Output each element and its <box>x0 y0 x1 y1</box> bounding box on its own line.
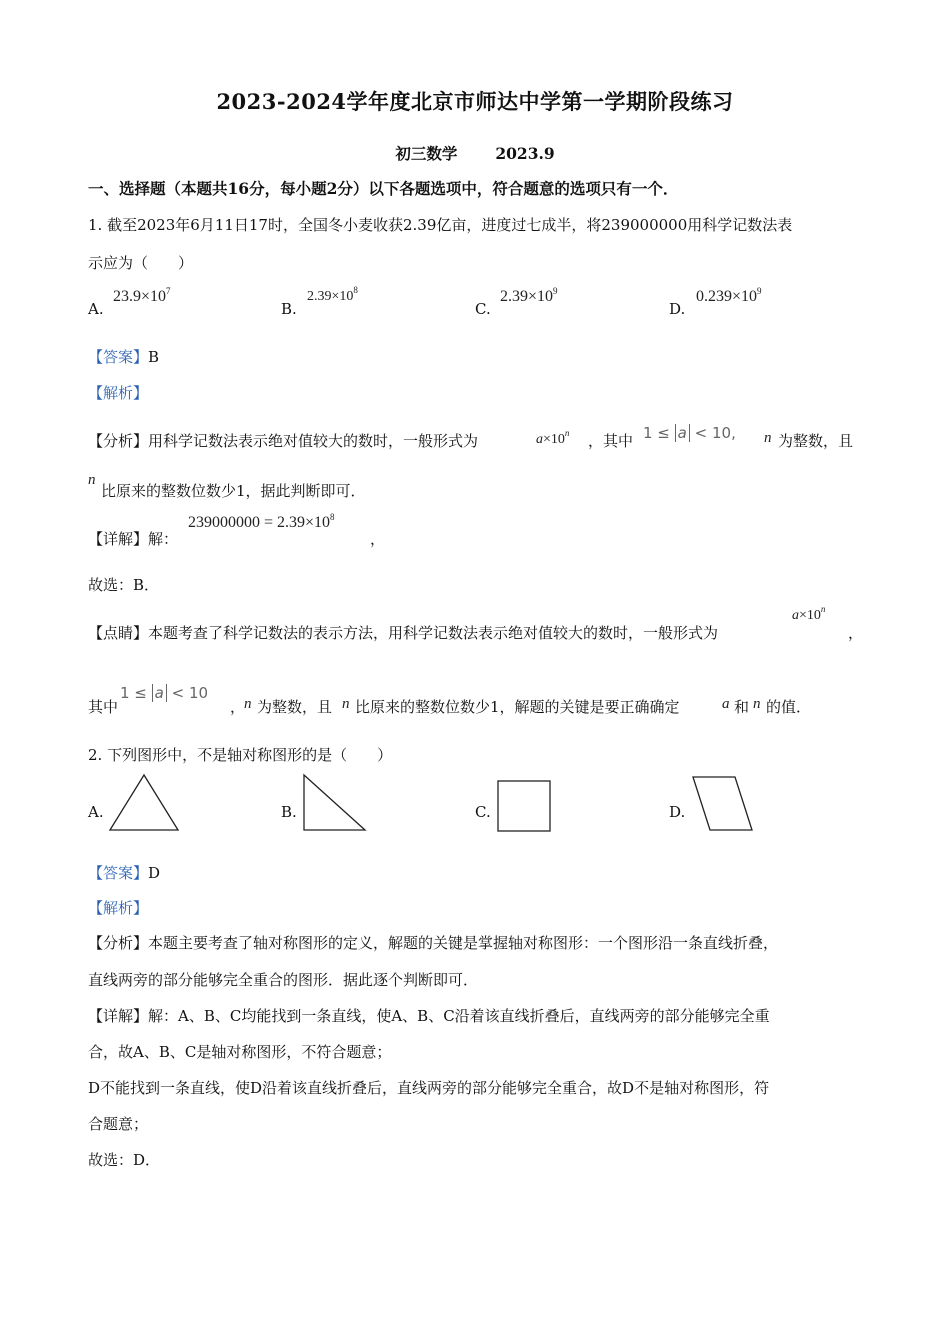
q2-xiangjie-4: 合题意； <box>88 1115 149 1133</box>
q1-option-b-expr: $2.39\times 10^8$ <box>307 285 358 304</box>
q1-option-c: C. <box>475 300 491 318</box>
q2-option-b: B. <box>281 803 297 821</box>
q2-option-a: A. <box>88 803 104 821</box>
q1-xiangjie-end: ， <box>370 530 386 548</box>
q1-fenxi-c: 为整数，且 <box>778 432 854 450</box>
square-shape <box>496 779 554 833</box>
q1-dianjing-b: 其中 <box>88 698 119 716</box>
q2-option-c: C. <box>475 803 491 821</box>
q1-var-n: n <box>764 430 772 446</box>
q1-stem-line1: 1. 截至2023年6月11日17时，全国冬小麦收获2.39亿亩，进度过七成半，将239000000用科学记数法表 <box>88 216 793 234</box>
q2-fenxi-2: 直线两旁的部分能够完全重合的图形．据此逐个判断即可． <box>88 971 479 989</box>
q1-fenxi-b: ，其中 <box>588 432 634 450</box>
q1-dianjing-f: 和 <box>734 698 750 716</box>
q2-stem: 2. 下列图形中，不是轴对称图形的是（ ） <box>88 746 393 764</box>
q1-dianjing-comma: ， <box>848 624 864 642</box>
equilateral-triangle-shape <box>108 773 180 833</box>
q1-xiangjie-eq: $239000000 = 2.39\times 10^8$ <box>188 512 335 531</box>
page-title: 2023-2024学年度北京市师达中学第一学期阶段练习 <box>216 89 734 114</box>
q2-answer: 【答案】D <box>88 864 161 882</box>
q2-xiangjie-3: D不能找到一条直线，使D沿着该直线折叠后，直线两旁的部分能够完全重合，故D不是轴对称图形，符 <box>88 1079 770 1097</box>
q2-xiangjie-2: 合，故A、B、C是轴对称图形，不符合题意； <box>88 1043 392 1061</box>
exam-date: 2023.9 <box>495 144 555 163</box>
q1-dianjing-e: 比原来的整数位数少1，解题的关键是要正确确定 <box>355 698 680 716</box>
q2-option-d: D. <box>669 803 686 821</box>
q2-analysis-tag: 【解析】 <box>88 899 149 917</box>
q2-xiangjie-1: 【详解】解：A、B、C均能找到一条直线，使A、B、C沿着该直线折叠后，直线两旁的部分能够完全重 <box>88 1007 770 1025</box>
q1-option-b: B. <box>281 300 297 318</box>
q1-fenxi: 【分析】用科学记数法表示绝对值较大的数时，一般形式为 <box>88 432 479 450</box>
q1-var-n-2: n <box>88 472 96 488</box>
subject: 初三数学 <box>395 144 458 163</box>
q1-dianjing-inequality: 1 ≤ a < 10 <box>120 684 209 702</box>
q1-fenxi-d: 比原来的整数位数少1，据此判断即可． <box>101 482 366 500</box>
q1-answer: 【答案】B <box>88 348 160 366</box>
q1-dianjing-g: 的值． <box>766 698 812 716</box>
q1-dianjing-d: 为整数，且 <box>257 698 333 716</box>
q1-xiangjie: 【详解】解： <box>88 530 179 548</box>
q1-dianjing-n2: n <box>342 696 350 712</box>
q1-guxuan: 故选：B． <box>88 576 160 594</box>
q1-option-d-expr: $0.239\times 10^9$ <box>696 286 762 305</box>
q1-dianjing-n3: n <box>753 696 761 712</box>
q2-fenxi-1: 【分析】本题主要考查了轴对称图形的定义，解题的关键是掌握轴对称图形：一个图形沿一条直线折叠， <box>88 934 779 952</box>
q1-stem-line2: 示应为（ ） <box>88 254 194 272</box>
q1-dianjing-c: ， <box>230 698 246 716</box>
section-heading: 一、选择题（本题共16分，每小题2分）以下各题选项中，符合题意的选项只有一个． <box>88 179 679 198</box>
q1-dianjing-n: n <box>244 696 252 712</box>
parallelogram-shape <box>691 775 755 833</box>
q1-option-c-expr: $2.39\times 10^9$ <box>500 286 558 305</box>
page-subtitle <box>0 142 950 164</box>
q1-formula-an: $a\times 10^n$ <box>536 428 570 447</box>
q2-guxuan: 故选：D． <box>88 1151 161 1169</box>
q1-inequality: 1 ≤ a < 10, <box>643 424 736 442</box>
q1-analysis-tag: 【解析】 <box>88 384 149 402</box>
q1-option-a: A. <box>88 300 104 318</box>
q1-dianjing: 【点睛】本题考查了科学记数法的表示方法，用科学记数法表示绝对值较大的数时，一般形式为 <box>88 624 719 642</box>
q1-dianjing-a: a <box>722 696 730 712</box>
q1-dianjing-formula: $a\times 10^n$ <box>792 604 826 623</box>
q1-option-a-expr: $23.9\times 10^7$ <box>113 286 171 305</box>
right-triangle-shape <box>302 773 368 833</box>
q1-option-d: D. <box>669 300 686 318</box>
